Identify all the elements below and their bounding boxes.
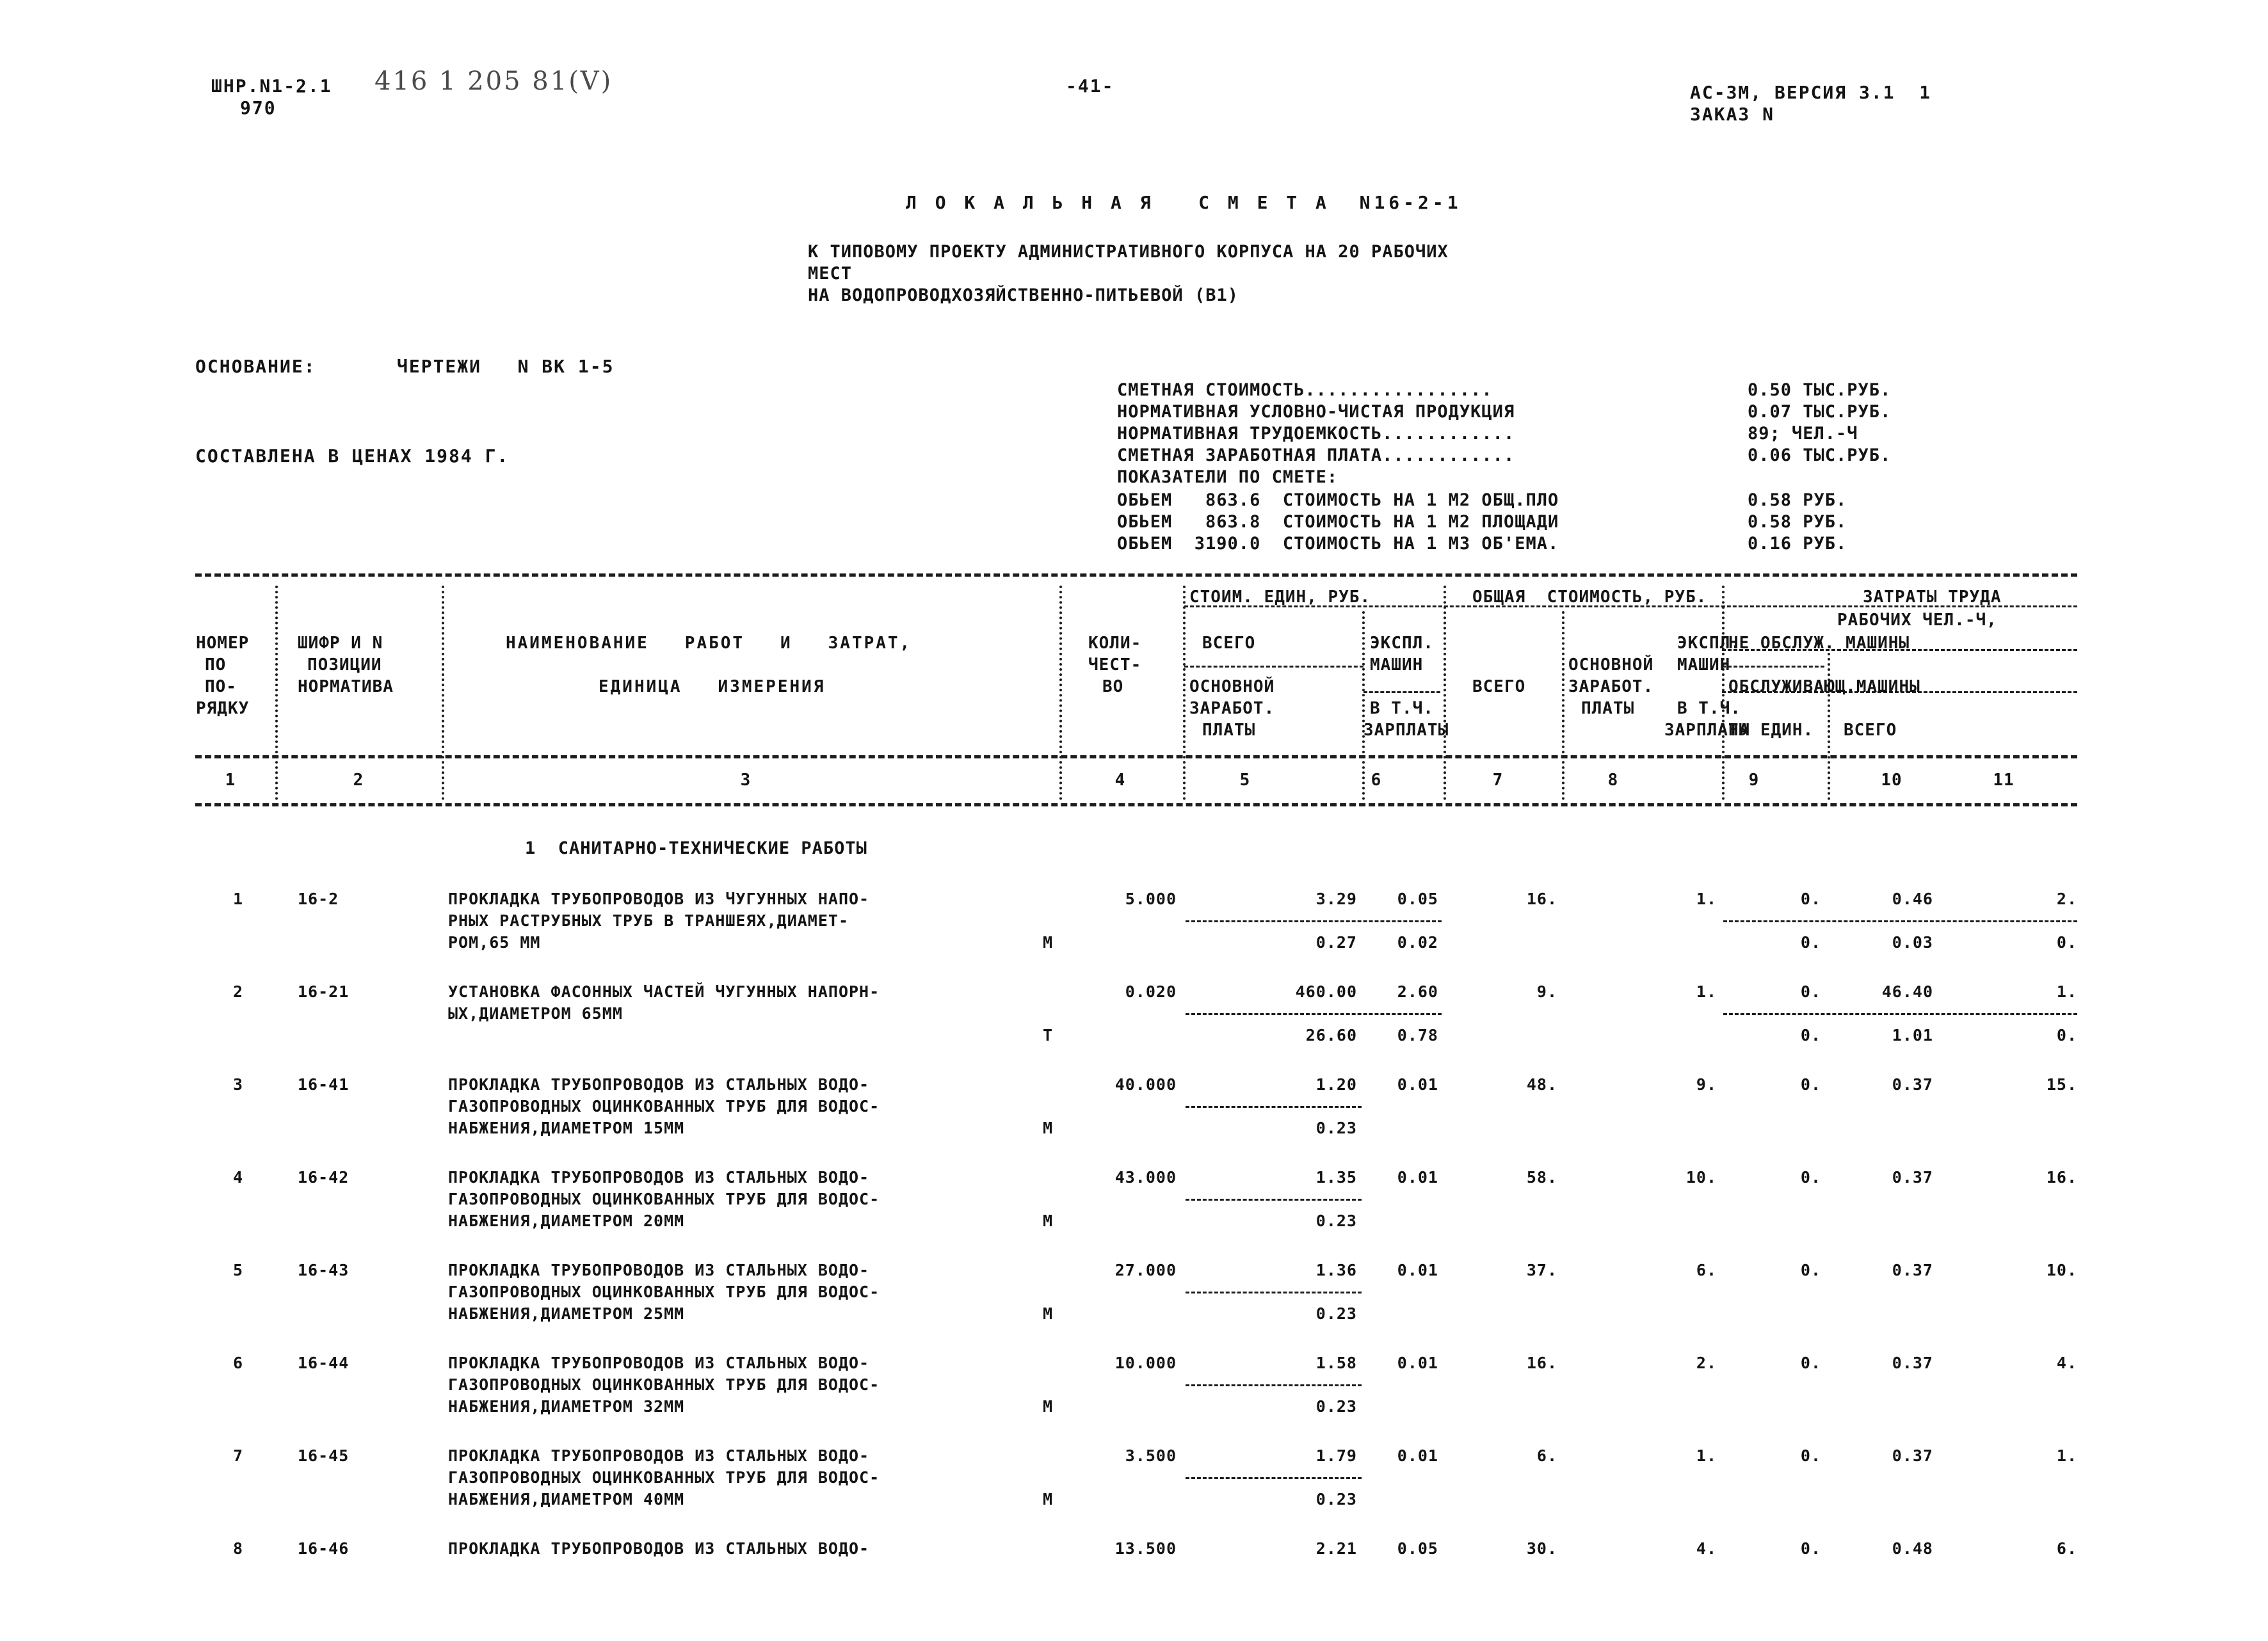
row-description: ПРОКЛАДКА ТРУБОПРОВОДОВ ИЗ СТАЛЬНЫХ ВОДО- [448, 1075, 870, 1094]
row-labor-total: 16. [2046, 1168, 2077, 1187]
row-description: ПРОКЛАДКА ТРУБОПРОВОДОВ ИЗ ЧУГУННЫХ НАПО- [448, 890, 870, 908]
row-labor-unit: 0.37 [1892, 1075, 1933, 1094]
row-total-machines: 0. [1800, 982, 1821, 1001]
row-unit-total: 1.35 [1315, 1168, 1357, 1187]
header-col10: НА ЕДИН. [1728, 721, 1814, 740]
row-total-wages: 1. [1696, 982, 1717, 1001]
row-total-machines: 0. [1800, 1446, 1821, 1465]
row-total-machines: 0. [1800, 1261, 1821, 1279]
header-row-number: ПО- [205, 677, 237, 696]
row-labor-unit: 0.46 [1892, 890, 1933, 908]
row-unit-total: 1.58 [1315, 1354, 1357, 1372]
row-description: ПРОКЛАДКА ТРУБОПРОВОДОВ ИЗ СТАЛЬНЫХ ВОДО- [448, 1539, 870, 1558]
row-labor-total: 6. [2056, 1539, 2077, 1558]
summary-label: ОБЬЕМ 863.6 СТОИМОСТЬ НА 1 М2 ОБЩ.ПЛО [1117, 490, 1559, 510]
header-col6: МАШИН [1370, 655, 1424, 675]
row-description: ГАЗОПРОВОДНЫХ ОЦИНКОВАННЫХ ТРУБ ДЛЯ ВОДОС- [448, 1190, 880, 1208]
header-col8: ЗАРАБОТ. [1568, 677, 1654, 696]
document-code-sub: 970 [240, 97, 277, 118]
program-version: АС-3М, ВЕРСИЯ 3.1 1 [1690, 82, 1932, 103]
summary-value: 0.58 РУБ. [1748, 490, 1847, 510]
row-number: 2 [232, 982, 243, 1001]
row-labor-unit: 0.37 [1892, 1261, 1933, 1279]
summary-row [1117, 490, 1847, 511]
row-total-wages: 2. [1696, 1354, 1717, 1372]
header-quantity: ЧЕСТ- [1088, 655, 1142, 675]
row-unit: М [1042, 1304, 1053, 1323]
column-separator [1828, 653, 1830, 800]
row-description: ЫХ,ДИАМЕТРОМ 65ММ [448, 1004, 623, 1023]
row-unit-machines: 0.05 [1397, 1539, 1438, 1558]
row-labor-unit: 0.37 [1892, 1354, 1933, 1372]
document-title: Л О К А Л Ь Н А Я С М Е Т А N16-2-1 [906, 192, 1462, 213]
header-col6: В Т.Ч. [1370, 699, 1434, 718]
row-unit-machines: 0.01 [1397, 1446, 1438, 1465]
row-total: 9. [1536, 982, 1557, 1001]
header-labor: ЗАТРАТЫ ТРУДА [1863, 588, 2002, 607]
column-number: 3 [740, 771, 752, 790]
row-labor-unit: 0.48 [1892, 1539, 1933, 1558]
row-total: 48. [1526, 1075, 1557, 1094]
row-labor-total: 2. [2056, 890, 2077, 908]
row-unit-total: 1.36 [1315, 1261, 1357, 1279]
row-quantity: 0.020 [1125, 982, 1177, 1001]
header-col9: ЭКСПЛ. [1677, 634, 1741, 653]
header-labor: НЕ ОБСЛУЖ. МАШИНЫ [1728, 634, 1910, 653]
row-description: ГАЗОПРОВОДНЫХ ОЦИНКОВАННЫХ ТРУБ ДЛЯ ВОДОС- [448, 1097, 880, 1116]
header-col9: МАШИН [1677, 655, 1731, 675]
header-col6: ЭКСПЛ. [1370, 634, 1434, 653]
row-description: РОМ,65 ММ [448, 933, 541, 952]
row-unit: М [1042, 1397, 1053, 1416]
column-number: 6 [1371, 771, 1382, 790]
row-total-wages: 9. [1696, 1075, 1717, 1094]
header-bottom-rule [195, 755, 2077, 758]
column-number: 4 [1114, 771, 1126, 790]
row-inner-rule [1186, 1199, 1362, 1201]
row-number: 8 [232, 1539, 243, 1558]
basis-label: ОСНОВАНИЕ: [195, 356, 316, 377]
row-total-wages: 1. [1696, 1446, 1717, 1465]
header-col11: ВСЕГО [1844, 721, 1897, 740]
row-inner-rule [1723, 920, 2077, 922]
row-number: 5 [232, 1261, 243, 1279]
row-code: 16-42 [298, 1168, 350, 1187]
row-description: НАБЖЕНИЯ,ДИАМЕТРОМ 20ММ [448, 1212, 685, 1230]
row-unit-machine-wages: 0.78 [1397, 1026, 1438, 1045]
row-quantity: 10.000 [1114, 1354, 1177, 1372]
row-unit-machines: 0.01 [1397, 1261, 1438, 1279]
header-name: НАИМЕНОВАНИЕ РАБОТ И ЗАТРАТ, [506, 634, 912, 653]
row-machine-wages: 0. [1800, 1026, 1821, 1045]
summary-row [1117, 380, 1892, 401]
column-separator [1059, 586, 1062, 800]
header-labor: РАБОЧИХ ЧЕЛ.-Ч, [1837, 611, 1997, 630]
header-total-cost: ОБЩАЯ СТОИМОСТЬ, РУБ. [1472, 588, 1707, 607]
row-inner-rule [1186, 1292, 1362, 1293]
summary-label: ПОКАЗАТЕЛИ ПО СМЕТЕ: [1117, 467, 1339, 487]
row-code: 16-46 [298, 1539, 350, 1558]
row-description: НАБЖЕНИЯ,ДИАМЕТРОМ 40ММ [448, 1490, 685, 1509]
column-number: 10 [1881, 771, 1902, 790]
row-unit-machines: 0.05 [1397, 890, 1438, 908]
row-total-machines: 0. [1800, 1539, 1821, 1558]
row-unit-total: 3.29 [1315, 890, 1357, 908]
numbers-bottom-rule [195, 803, 2077, 806]
row-unit-total: 1.79 [1315, 1446, 1357, 1465]
handwritten-note: 416 1 205 81(V) [374, 67, 613, 96]
row-unit: М [1042, 1212, 1053, 1230]
row-code: 16-21 [298, 982, 350, 1001]
column-separator [275, 586, 278, 800]
price-level: СОСТАВЛЕНА В ЦЕНАХ 1984 Г. [195, 445, 510, 467]
row-total-machines: 0. [1800, 890, 1821, 908]
row-number: 7 [232, 1446, 243, 1465]
row-quantity: 40.000 [1114, 1075, 1177, 1094]
row-description: ПРОКЛАДКА ТРУБОПРОВОДОВ ИЗ СТАЛЬНЫХ ВОДО- [448, 1354, 870, 1372]
row-unit: М [1042, 1119, 1053, 1137]
header-col5: ПЛАТЫ [1202, 721, 1256, 740]
header-row-number: ПО [205, 655, 227, 675]
column-number: 8 [1607, 771, 1619, 790]
row-description: НАБЖЕНИЯ,ДИАМЕТРОМ 32ММ [448, 1397, 685, 1416]
title-line-3: НА ВОДОПРОВОДХОЗЯЙСТВЕННО-ПИТЬЕВОЙ (В1) [808, 285, 1239, 305]
row-description: ГАЗОПРОВОДНЫХ ОЦИНКОВАННЫХ ТРУБ ДЛЯ ВОДОС- [448, 1468, 880, 1487]
row-total: 58. [1526, 1168, 1557, 1187]
header-col5: ВСЕГО [1202, 634, 1256, 653]
row-code: 16-2 [298, 890, 339, 908]
row-labor-total: 15. [2046, 1075, 2077, 1094]
summary-label: ОБЬЕМ 863.8 СТОИМОСТЬ НА 1 М2 ПЛОЩАДИ [1117, 512, 1559, 532]
header-col8: ПЛАТЫ [1581, 699, 1635, 718]
row-quantity: 13.500 [1114, 1539, 1177, 1558]
column-number: 2 [353, 771, 364, 790]
header-row-number: НОМЕР [196, 634, 250, 653]
summary-value: 0.16 РУБ. [1748, 534, 1847, 554]
column-number: 7 [1492, 771, 1504, 790]
row-total: 16. [1526, 1354, 1557, 1372]
row-unit-total: 2.21 [1315, 1539, 1357, 1558]
summary-value: 0.58 РУБ. [1748, 512, 1847, 532]
row-code: 16-41 [298, 1075, 350, 1094]
basis-value: ЧЕРТЕЖИ N ВК 1-5 [397, 356, 615, 377]
row-labor-unit-machines: 1.01 [1892, 1026, 1933, 1045]
row-unit-machines: 2.60 [1397, 982, 1438, 1001]
row-total-machines: 0. [1800, 1075, 1821, 1094]
summary-value: 0.07 ТЫС.РУБ. [1748, 402, 1892, 422]
column-number: 1 [225, 771, 236, 790]
row-unit-machines: 0.01 [1397, 1168, 1438, 1187]
row-total-machines: 0. [1800, 1354, 1821, 1372]
header-code: ПОЗИЦИИ [307, 655, 382, 675]
summary-row [1117, 445, 1892, 466]
row-number: 1 [232, 890, 243, 908]
row-unit: Т [1042, 1026, 1053, 1045]
row-unit: М [1042, 1490, 1053, 1509]
table-top-rule [195, 573, 2077, 577]
row-labor-unit-machines: 0.03 [1892, 933, 1933, 952]
column-separator [1722, 586, 1725, 800]
row-total: 16. [1526, 890, 1557, 908]
col9-inner-rule [1722, 666, 1824, 668]
header-col7: ВСЕГО [1472, 677, 1526, 696]
row-number: 4 [232, 1168, 243, 1187]
header-col8: ОСНОВНОЙ [1568, 655, 1654, 675]
row-unit: М [1042, 933, 1053, 952]
row-labor-total: 10. [2046, 1261, 2077, 1279]
col6-inner-rule [1363, 691, 1440, 693]
row-code: 16-44 [298, 1354, 350, 1372]
row-inner-rule [1186, 1384, 1362, 1386]
document-code: ШНР.N1-2.1 [211, 76, 332, 97]
header-col5: ЗАРАБОТ. [1189, 699, 1275, 718]
header-col9: ЗАРПЛАТЫ [1664, 721, 1750, 740]
row-machine-wages: 0. [1800, 933, 1821, 952]
row-labor-total: 4. [2056, 1354, 2077, 1372]
row-description: ПРОКЛАДКА ТРУБОПРОВОДОВ ИЗ СТАЛЬНЫХ ВОДО- [448, 1261, 870, 1279]
row-labor-total-machines: 0. [2056, 933, 2077, 952]
summary-label: ОБЬЕМ 3190.0 СТОИМОСТЬ НА 1 М3 ОБ'ЕМА. [1117, 534, 1559, 554]
row-description: РНЫХ РАСТРУБНЫХ ТРУБ В ТРАНШЕЯХ,ДИАМЕТ- [448, 911, 849, 930]
row-total: 30. [1526, 1539, 1557, 1558]
row-total-machines: 0. [1800, 1168, 1821, 1187]
column-separator [1562, 611, 1564, 800]
summary-value: 0.50 ТЫС.РУБ. [1748, 380, 1892, 400]
column-number: 11 [1993, 771, 2015, 790]
unit-cost-inner-rule [1184, 666, 1363, 668]
summary-row [1117, 424, 1858, 444]
section-title: 1 САНИТАРНО-ТЕХНИЧЕСКИЕ РАБОТЫ [525, 838, 867, 858]
row-quantity: 5.000 [1125, 890, 1177, 908]
header-labor: ОБСЛУЖИВАЮЩ.МАШИНЫ [1728, 677, 1920, 696]
title-line-2: МЕСТ [808, 264, 853, 284]
row-quantity: 3.500 [1125, 1446, 1177, 1465]
column-separator [1183, 586, 1186, 800]
header-col9: В Т.Ч. [1677, 699, 1741, 718]
title-line-1: К ТИПОВОМУ ПРОЕКТУ АДМИНИСТРАТИВНОГО КОРПУСА НА 20 РАБОЧИХ [808, 242, 1449, 262]
row-unit-total: 460.00 [1295, 982, 1357, 1001]
summary-row [1117, 402, 1892, 422]
row-unit-wages: 0.23 [1315, 1119, 1357, 1137]
column-separator [442, 586, 444, 800]
row-unit-wages: 0.23 [1315, 1490, 1357, 1509]
row-unit-machines: 0.01 [1397, 1354, 1438, 1372]
row-total-wages: 6. [1696, 1261, 1717, 1279]
row-labor-total-machines: 0. [2056, 1026, 2077, 1045]
row-unit-wages: 0.27 [1315, 933, 1357, 952]
row-unit-machines: 0.01 [1397, 1075, 1438, 1094]
summary-label: НОРМАТИВНАЯ УСЛОВНО-ЧИСТАЯ ПРОДУКЦИЯ [1117, 402, 1515, 422]
row-description: ГАЗОПРОВОДНЫХ ОЦИНКОВАННЫХ ТРУБ ДЛЯ ВОДОС- [448, 1283, 880, 1301]
page-number: -41- [1066, 76, 1114, 97]
row-unit-machine-wages: 0.02 [1397, 933, 1438, 952]
row-labor-unit: 46.40 [1881, 982, 1933, 1001]
summary-label: СМЕТНАЯ СТОИМОСТЬ................. [1117, 380, 1493, 400]
header-col6: ЗАРПЛАТЫ [1363, 721, 1449, 740]
row-labor-total: 1. [2056, 982, 2077, 1001]
header-row-number: РЯДКУ [196, 699, 250, 718]
column-separator [1444, 586, 1446, 800]
row-code: 16-43 [298, 1261, 350, 1279]
row-inner-rule [1186, 1106, 1362, 1108]
row-description: УСТАНОВКА ФАСОННЫХ ЧАСТЕЙ ЧУГУННЫХ НАПОРН- [448, 982, 880, 1001]
row-total-wages: 10. [1685, 1168, 1717, 1187]
row-inner-rule [1186, 1477, 1362, 1479]
row-unit-wages: 26.60 [1305, 1026, 1357, 1045]
row-quantity: 27.000 [1114, 1261, 1177, 1279]
header-code: НОРМАТИВА [298, 677, 394, 696]
column-number: 9 [1748, 771, 1760, 790]
summary-value: 0.06 ТЫС.РУБ. [1748, 445, 1892, 465]
row-total: 6. [1536, 1446, 1557, 1465]
row-unit-wages: 0.23 [1315, 1212, 1357, 1230]
row-labor-unit: 0.37 [1892, 1168, 1933, 1187]
row-number: 3 [232, 1075, 243, 1094]
row-unit-wages: 0.23 [1315, 1397, 1357, 1416]
row-quantity: 43.000 [1114, 1168, 1177, 1187]
row-description: ГАЗОПРОВОДНЫХ ОЦИНКОВАННЫХ ТРУБ ДЛЯ ВОДОС- [448, 1375, 880, 1394]
row-code: 16-45 [298, 1446, 350, 1465]
summary-row [1117, 512, 1847, 532]
row-description: НАБЖЕНИЯ,ДИАМЕТРОМ 15ММ [448, 1119, 685, 1137]
summary-label: НОРМАТИВНАЯ ТРУДОЕМКОСТЬ............ [1117, 424, 1515, 444]
row-inner-rule [1723, 1013, 2077, 1015]
row-total-wages: 4. [1696, 1539, 1717, 1558]
order-number: ЗАКАЗ N [1690, 104, 1775, 125]
header-quantity: КОЛИ- [1088, 634, 1142, 653]
summary-value: 89; ЧЕЛ.-Ч [1748, 424, 1858, 444]
row-total-wages: 1. [1696, 890, 1717, 908]
header-col5: ОСНОВНОЙ [1189, 677, 1275, 696]
header-quantity: ВО [1102, 677, 1124, 696]
summary-row [1117, 534, 1847, 554]
row-number: 6 [232, 1354, 243, 1372]
row-labor-total: 1. [2056, 1446, 2077, 1465]
row-description: НАБЖЕНИЯ,ДИАМЕТРОМ 25ММ [448, 1304, 685, 1323]
header-name: ЕДИНИЦА ИЗМЕРЕНИЯ [599, 677, 826, 696]
row-description: ПРОКЛАДКА ТРУБОПРОВОДОВ ИЗ СТАЛЬНЫХ ВОДО- [448, 1168, 870, 1187]
row-inner-rule [1186, 1013, 1442, 1015]
row-unit-wages: 0.23 [1315, 1304, 1357, 1323]
header-unit-cost: СТОИМ. ЕДИН, РУБ. [1189, 588, 1371, 607]
row-description: ПРОКЛАДКА ТРУБОПРОВОДОВ ИЗ СТАЛЬНЫХ ВОДО- [448, 1446, 870, 1465]
summary-row [1117, 467, 1338, 488]
summary-label: СМЕТНАЯ ЗАРАБОТНАЯ ПЛАТА............ [1117, 445, 1515, 465]
row-labor-unit: 0.37 [1892, 1446, 1933, 1465]
row-total: 37. [1526, 1261, 1557, 1279]
row-unit-total: 1.20 [1315, 1075, 1357, 1094]
column-number: 5 [1239, 771, 1251, 790]
row-inner-rule [1186, 920, 1442, 922]
header-code: ШИФР И N [298, 634, 383, 653]
